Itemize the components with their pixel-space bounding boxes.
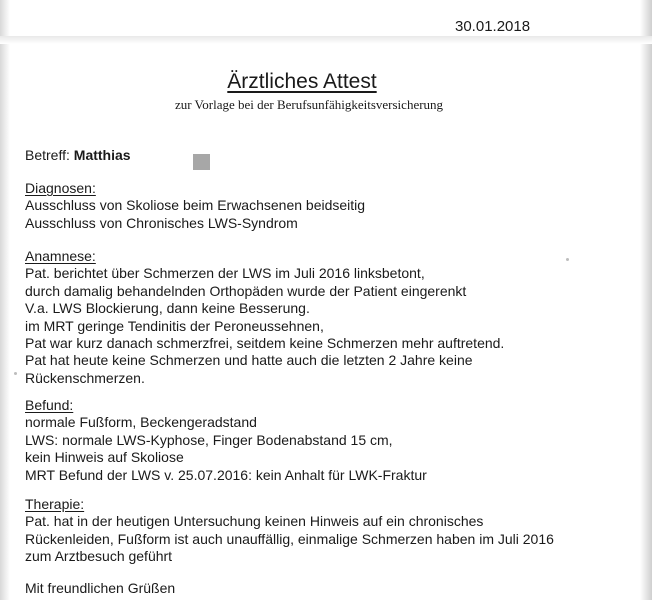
text-line: LWS: normale LWS-Kyphose, Finger Bodenabstand 15 cm, [25, 431, 393, 448]
text-line: normale Fußform, Beckengeradstand [25, 414, 257, 431]
section-heading: Befund: [25, 397, 74, 413]
redaction-box [193, 154, 210, 170]
patient-name: Matthias [73, 147, 131, 163]
text-line: kein Hinweis auf Skoliose [25, 449, 184, 466]
text-line: Pat. hat in der heutigen Untersuchung keinen Hinweis auf ein chronisches [25, 513, 484, 530]
section-diagnosen [25, 180, 365, 232]
text-line: im MRT geringe Tendinitis der Peroneussehnen, [25, 317, 324, 334]
text-line: MRT Befund der LWS v. 25.07.2016: kein Anhalt für LWK-Fraktur [25, 466, 427, 483]
section-anamnese [25, 248, 504, 387]
subject-line [25, 147, 131, 163]
text-line: Ausschluss von Skoliose beim Erwachsenen beidseitig [25, 197, 366, 214]
text-line: Rückenleiden, Fußform ist auch unauffällig, einmalige Schmerzen haben im Juli 2016 [25, 530, 554, 547]
section-befund [25, 397, 427, 484]
closing-greeting: Mit freundlichen Grüßen [25, 580, 176, 596]
text-line: zum Arztbesuch geführt [25, 548, 173, 565]
text-line: V.a. LWS Blockierung, dann keine Besserung. [25, 300, 310, 317]
scan-speck [566, 258, 569, 261]
section-heading: Diagnosen: [25, 180, 96, 196]
text-line: Rückenschmerzen. [25, 369, 145, 386]
text-line: Pat. berichtet über Schmerzen der LWS im Juli 2016 linksbetont, [25, 265, 425, 282]
section-therapie [25, 496, 554, 566]
section-heading: Therapie: [25, 496, 85, 512]
text-line: Pat hat heute keine Schmerzen und hatte auch die letzten 2 Jahre keine [25, 352, 473, 369]
section-heading: Anamnese: [25, 248, 96, 264]
text-line: Ausschluss von Chronisches LWS-Syndrom [25, 214, 298, 231]
scan-shadow-top [0, 36, 652, 44]
scan-shadow-right [640, 0, 652, 600]
document-title: Ärztliches Attest [227, 70, 377, 93]
document-date: 30.01.2018 [455, 18, 531, 35]
document-subtitle: zur Vorlage bei der Berufsunfähigkeitsversicherung [174, 97, 444, 112]
subject-label: Betreff: [25, 147, 70, 163]
scan-speck [14, 372, 17, 375]
text-line: durch damalig behandelnden Orthopäden wurde der Patient eingerenkt [25, 282, 467, 299]
text-line: Pat war kurz danach schmerzfrei, seitdem keine Schmerzen mehr auftretend. [25, 335, 505, 352]
